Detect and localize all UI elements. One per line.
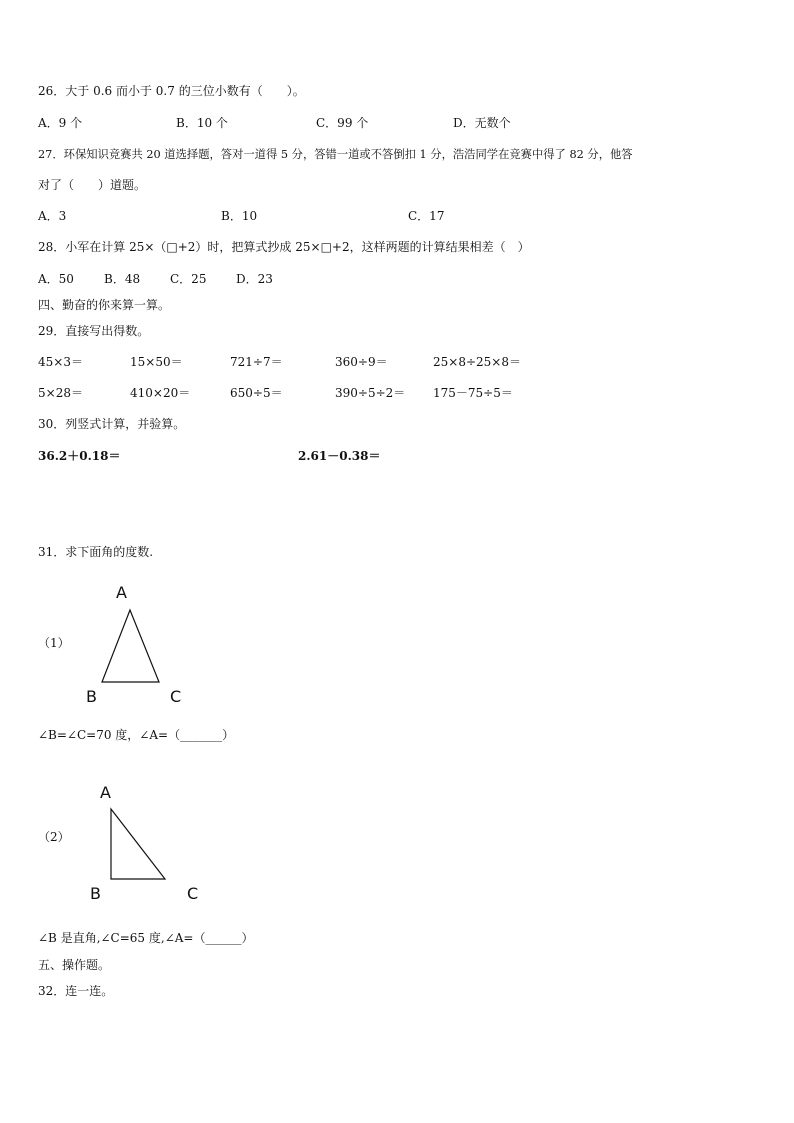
q30-stem: 30．列竖式计算，并验算。	[38, 417, 186, 431]
q26-option-d: D．无数个	[453, 116, 511, 130]
q29-r1-item: 45×3＝	[38, 355, 83, 369]
q29-r2-item: 390÷5÷2＝	[335, 386, 406, 400]
q26-stem: 26．大于 0.6 而小于 0.7 的三位小数有（ ）。	[38, 84, 305, 98]
q31-fig1-label: （1）	[38, 636, 70, 650]
q27-stem-line1: 27．环保知识竞赛共 20 道选择题，答对一道得 5 分，答错一道或不答倒扣 1 分，浩浩同学在竞赛中得了 82 分，他答	[38, 148, 633, 161]
q27-option-c: C．17	[408, 209, 445, 223]
q30-expression-1: 36.2＋0.18＝	[38, 449, 121, 463]
q26-option-c: C．99 个	[316, 116, 369, 130]
q29-r1-item: 15×50＝	[130, 355, 183, 369]
q29-r2-item: 410×20＝	[130, 386, 191, 400]
q26-option-b: B．10 个	[176, 116, 228, 130]
isosceles-triangle-figure	[80, 578, 200, 708]
q28-option-a: A．50	[38, 272, 74, 286]
q31-fig1-caption: ∠B=∠C=70 度，∠A=（_______）	[38, 728, 235, 742]
vertex-label-a: A	[116, 583, 127, 602]
q29-r2-item: 175－75÷5＝	[433, 386, 513, 400]
vertex-label-c: C	[187, 884, 199, 903]
q29-r1-item: 25×8÷25×8＝	[433, 355, 521, 369]
q28-stem: 28．小军在计算 25×（□+2）时，把算式抄成 25×□+2，这样两题的计算结果相差（ ）	[38, 240, 530, 254]
section-4-heading: 四、勤奋的你来算一算。	[38, 298, 171, 312]
q27-stem-line2: 对了（ ）道题。	[38, 178, 147, 192]
q28-option-d: D．23	[236, 272, 273, 286]
triangle-shape-1	[102, 610, 159, 682]
vertex-label-b: B	[86, 687, 97, 706]
q29-r1-item: 721÷7＝	[230, 355, 283, 369]
q32-stem: 32．连一连。	[38, 984, 114, 998]
q31-stem: 31．求下面角的度数.	[38, 545, 154, 559]
triangle-shape-2	[111, 809, 165, 879]
q27-option-b: B．10	[221, 209, 258, 223]
q29-r2-item: 650÷5＝	[230, 386, 283, 400]
q29-r2-item: 5×28＝	[38, 386, 83, 400]
q28-option-b: B．48	[104, 272, 141, 286]
q29-r1-item: 360÷9＝	[335, 355, 388, 369]
q29-stem: 29．直接写出得数。	[38, 324, 150, 338]
q31-fig2-caption: ∠B 是直角,∠C=65 度,∠A=（______）	[38, 931, 254, 945]
q30-expression-2: 2.61－0.38＝	[298, 449, 381, 463]
q28-option-c: C．25	[170, 272, 207, 286]
q27-option-a: A．3	[38, 209, 67, 223]
vertex-label-b: B	[90, 884, 101, 903]
section-5-heading: 五、操作题。	[38, 958, 111, 972]
right-triangle-figure	[82, 776, 212, 906]
q26-option-a: A．9 个	[38, 116, 83, 130]
vertex-label-a: A	[100, 783, 111, 802]
q31-fig2-label: （2）	[38, 830, 70, 844]
vertex-label-c: C	[170, 687, 182, 706]
